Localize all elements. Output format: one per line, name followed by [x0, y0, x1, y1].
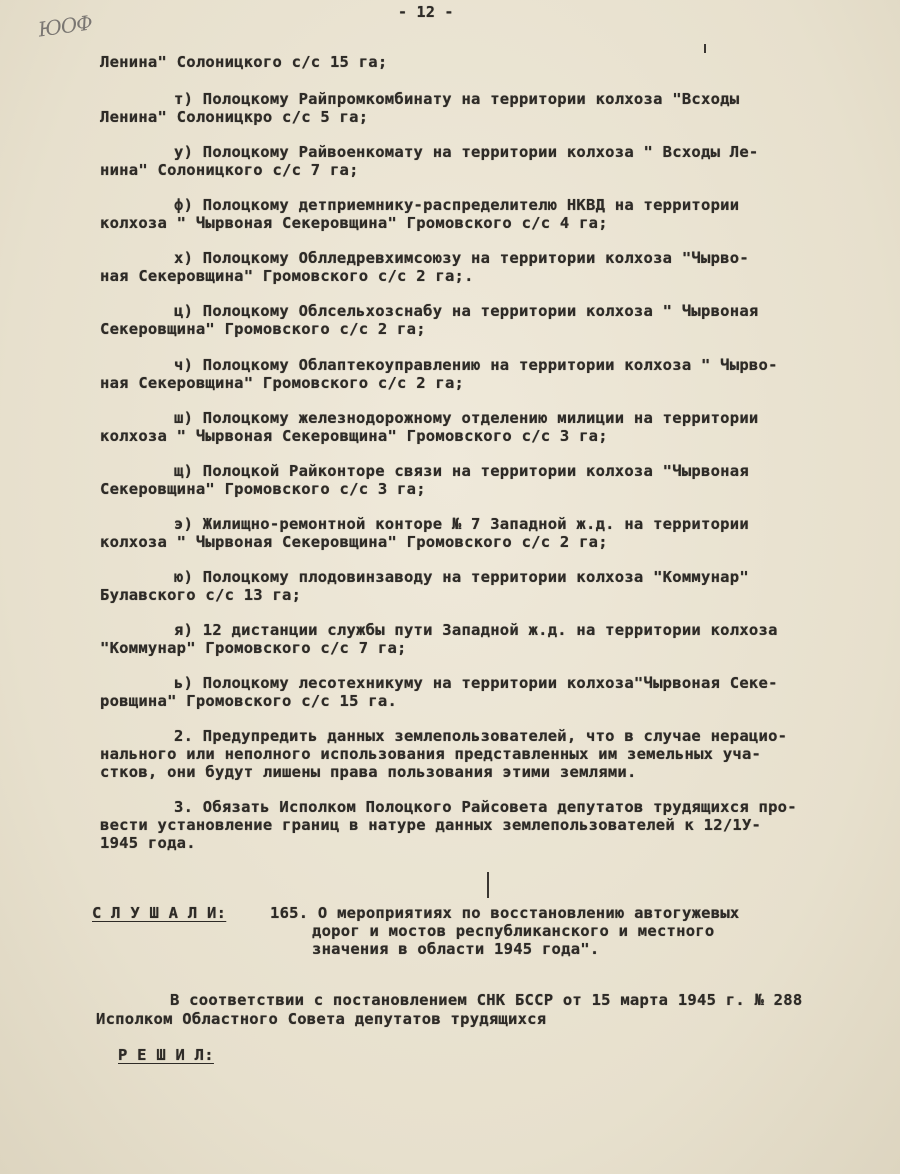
text-line: колхоза " Чырвоная Секеровщина" Громовского с/с 2 га;: [100, 533, 608, 551]
text-line: щ) Полоцкой Райконторе связи на территории колхоза "Чырвоная: [174, 462, 749, 480]
text-line: ц) Полоцкому Облсельхозснабу на территории колхоза " Чырвоная: [174, 302, 759, 320]
text-line: Секеровщина" Громовского с/с 2 га;: [100, 320, 426, 338]
stray-mark: [704, 44, 706, 53]
text-line: нального или неполного использования представленных им земельных уча-: [100, 745, 762, 763]
text-line: ровщина" Громовского с/с 15 га.: [100, 692, 398, 710]
agenda-item: 165. О мероприятиях по восстановлению автогужевых: [270, 904, 740, 922]
text-line: ш) Полоцкому железнодорожному отделению милиции на территории: [174, 409, 759, 427]
text-line: нина" Солоницкого с/с 7 га;: [100, 161, 359, 179]
text-line: ная Секеровщина" Громовского с/с 2 га;: [100, 374, 465, 392]
text-line: т) Полоцкому Райпромкомбинату на территории колхоза "Всходы: [174, 90, 740, 108]
text-line: Исполком Областного Совета депутатов трудящихся: [96, 1010, 547, 1028]
text-line: стков, они будут лишены права пользования этими землями.: [100, 763, 637, 781]
text-line: х) Полоцкому Облледревхимсоюзу на территории колхоза "Чырво-: [174, 249, 749, 267]
text-line: э) Жилищно-ремонтной конторе № 7 Западной ж.д. на территории: [174, 515, 749, 533]
reshil-label: Р Е Ш И Л:: [118, 1046, 214, 1064]
text-line: у) Полоцкому Райвоенкомату на территории колхоза " Всходы Ле-: [174, 143, 759, 161]
text-line: колхоза " Чырвоная Секеровщина" Громовского с/с 3 га;: [100, 427, 608, 445]
text-line: "Коммунар" Громовского с/с 7 га;: [100, 639, 407, 657]
text-line: ю) Полоцкому плодовинзаводу на территории колхоза "Коммунар": [174, 568, 749, 586]
slushali-label: С Л У Ш А Л И:: [92, 904, 227, 922]
agenda-item: дорог и мостов республиканского и местного: [312, 922, 715, 940]
archive-mark: ЮОФ: [36, 10, 94, 42]
text-line: ь) Полоцкому лесотехникуму на территории колхоза"Чырвоная Секе-: [174, 674, 778, 692]
text-line: Ленина" Солоницкого с/с 15 га;: [100, 53, 388, 71]
stray-mark: [487, 872, 489, 898]
text-line: 1945 года.: [100, 834, 196, 852]
text-line: Секеровщина" Громовского с/с 3 га;: [100, 480, 426, 498]
agenda-item: значения в области 1945 года".: [312, 940, 600, 958]
text-line: колхоза " Чырвоная Секеровщина" Громовского с/с 4 га;: [100, 214, 608, 232]
page-number: - 12 -: [398, 3, 454, 21]
text-line: ная Секеровщина" Громовского с/с 2 га;.: [100, 267, 474, 285]
text-line: Булавского с/с 13 га;: [100, 586, 302, 604]
text-line: ф) Полоцкому детприемнику-распределителю НКВД на территории: [174, 196, 740, 214]
text-line: В соответствии с постановлением СНК БССР от 15 марта 1945 г. № 288: [170, 991, 803, 1009]
text-line: 3. Обязать Исполком Полоцкого Райсовета депутатов трудящихся про-: [174, 798, 797, 816]
text-line: вести установление границ в натуре данных землепользователей к 12/1У-: [100, 816, 762, 834]
text-line: ч) Полоцкому Облаптекоуправлению на территории колхоза " Чырво-: [174, 356, 778, 374]
text-line: 2. Предупредить данных землепользователей, что в случае нерацио-: [174, 727, 788, 745]
text-line: я) 12 дистанции службы пути Западной ж.д. на территории колхоза: [174, 621, 778, 639]
text-line: Ленина" Солоницкро с/с 5 га;: [100, 108, 369, 126]
